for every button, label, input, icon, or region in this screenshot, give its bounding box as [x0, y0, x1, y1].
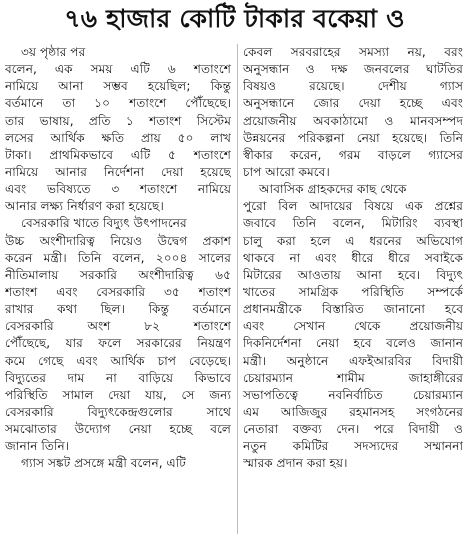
text-line: শতাংশ এবং বেসরকারি ৩৫ শতাংশ — [5, 284, 231, 299]
text-line: থাকবে না এবং ধীরে ধীরে সবাইকে — [243, 250, 463, 265]
text-line: বেসরকারি খাতে বিদ্যুৎ উৎপাদনের — [21, 216, 187, 231]
text-line: চাপ আরো কমবে। — [243, 164, 330, 179]
left-column — [5, 44, 231, 473]
text-line: নামিয়ে আনার নির্দেশনা দেয়া হয়েছে — [5, 164, 231, 179]
text-line: বর্তমানে তা ১০ শতাংশে পৌঁছেছে। — [5, 96, 231, 111]
text-line: বিষয়ও রয়েছে। দেশীয় গ্যাস — [243, 79, 463, 94]
right-column — [243, 44, 463, 473]
text-line: বিদ্যুতের দাম না বাড়িয়ে কিভাবে — [5, 370, 231, 385]
text-line: কেবল সরবরাহের সমস্যা নয়, বরং — [243, 45, 463, 59]
text-line: সভাপতিত্বে নবনির্বাচিত চেয়ারম্যান — [243, 387, 463, 402]
text-line: পুরো বিল আদায়ের বিষয়ে এক প্রশ্নের — [243, 199, 463, 214]
text-line: মন্ত্রী। অনুষ্ঠানে এফইআরবির বিদায়ী — [243, 353, 463, 368]
text-line: তার ভাষায়, প্রতি ১ শতাংশ সিস্টেম — [5, 113, 231, 128]
text-line: ৩য় পৃষ্ঠার পর — [21, 45, 86, 59]
text-line: মিটারের আওতায় আনা হবে। বিদ্যুৎ — [243, 267, 463, 282]
text-line: লসের আর্থিক ক্ষতি প্রায় ৫০ লাখ — [5, 130, 231, 145]
text-line: এম আজিজুর রহমানসহ সংগঠনের — [243, 404, 463, 419]
text-line: প্রয়োজনীয় অবকাঠামো ও মানবসম্পদ — [243, 113, 463, 128]
text-line: এবং ভবিষ্যতে ৩ শতাংশে নামিয়ে — [5, 182, 231, 197]
headline: ৭৬ হাজার কোটি টাকার বকেয়া ও — [64, 4, 405, 33]
text-line: কমে গেছে এবং আর্থিক চাপ বেড়েছে। — [5, 353, 231, 368]
text-line: উন্নয়নের পরিকল্পনা নেয়া হয়েছে। তিনি — [243, 130, 463, 145]
text-line: স্বীকার করেন, গরম বাড়লে গ্যাসের — [243, 147, 463, 162]
text-line: করেন মন্ত্রী। তিনি বলেন, ২০০৪ সালের — [5, 250, 231, 265]
text-line: আনার লক্ষ্য নির্ধারণ করা হয়েছে। — [5, 199, 164, 214]
text-line: নীতিমালায় সরকারি অংশীদারিত্ব ৬৫ — [5, 267, 231, 282]
text-line: স্মারক প্রদান করা হয়। — [243, 456, 348, 471]
text-line: বেসরকারি বিদ্যুৎকেন্দ্রগুলোর সাথে — [5, 404, 231, 419]
text-line: সমঝোতার উদ্যোগ নেয়া হচ্ছে বলে — [5, 422, 231, 437]
text-line: অনুসন্ধান ও দক্ষ জনবলের ঘাটতির — [243, 62, 463, 77]
text-line: গ্যাস সঙ্কট প্রসঙ্গে মন্ত্রী বলেন, এটি — [21, 456, 186, 471]
text-line: নামিয়ে আনা সম্ভব হয়েছিল; কিন্তু — [5, 79, 231, 94]
text-line: দিকনির্দেশনা নেয়া হবে বলেও জানান — [243, 336, 463, 351]
text-line: বলেন, এক সময় এটি ৬ শতাংশে — [5, 62, 231, 77]
text-line: চালু করা হলে এ ধরনের অভিযোগ — [243, 233, 463, 248]
text-line: এবং সেখান থেকে প্রয়োজনীয় — [243, 319, 463, 334]
text-line: চেয়ারম্যান শামীম জাহাঙ্গীরের — [243, 370, 463, 385]
text-line: পৌঁছেছে, যার ফলে সরকারের নিয়ন্ত্রণ — [5, 336, 231, 351]
text-line: উচ্চ অংশীদারিত্ব নিয়েও উদ্বেগ প্রকাশ — [5, 233, 231, 248]
text-line: প্রধানমন্ত্রীকে বিস্তারিত জানানো হবে — [243, 302, 463, 317]
text-line: জবাবে তিনি বলেন, মিটারিং ব্যবস্থা — [243, 216, 463, 231]
text-line: নেতারা বক্তব্য দেন। পরে বিদায়ী ও — [243, 422, 463, 437]
text-line: জানান তিনি। — [5, 439, 70, 454]
text-line: নতুন কমিটির সদস্যদের সম্মাননা — [243, 439, 463, 454]
text-line: খাতের সামগ্রিক পরিস্থিতি সম্পর্কে — [243, 284, 463, 299]
text-line: বেসরকারি অংশ ৮২ শতাংশে — [5, 319, 231, 334]
text-line: অনুসন্ধানে জোর দেয়া হচ্ছে এবং — [243, 96, 463, 111]
column-divider — [237, 44, 238, 534]
text-line: রাখার কথা ছিল। কিন্তু বর্তমানে — [5, 302, 231, 317]
text-line: পরিস্থিতি সামাল দেয়া যায়, সে জন্য — [5, 387, 231, 402]
text-line: আবাসিক গ্রাহকদের কাছ থেকে — [259, 182, 407, 197]
text-line: টাকা। প্রাথমিকভাবে এটি ৫ শতাংশে — [5, 147, 231, 162]
